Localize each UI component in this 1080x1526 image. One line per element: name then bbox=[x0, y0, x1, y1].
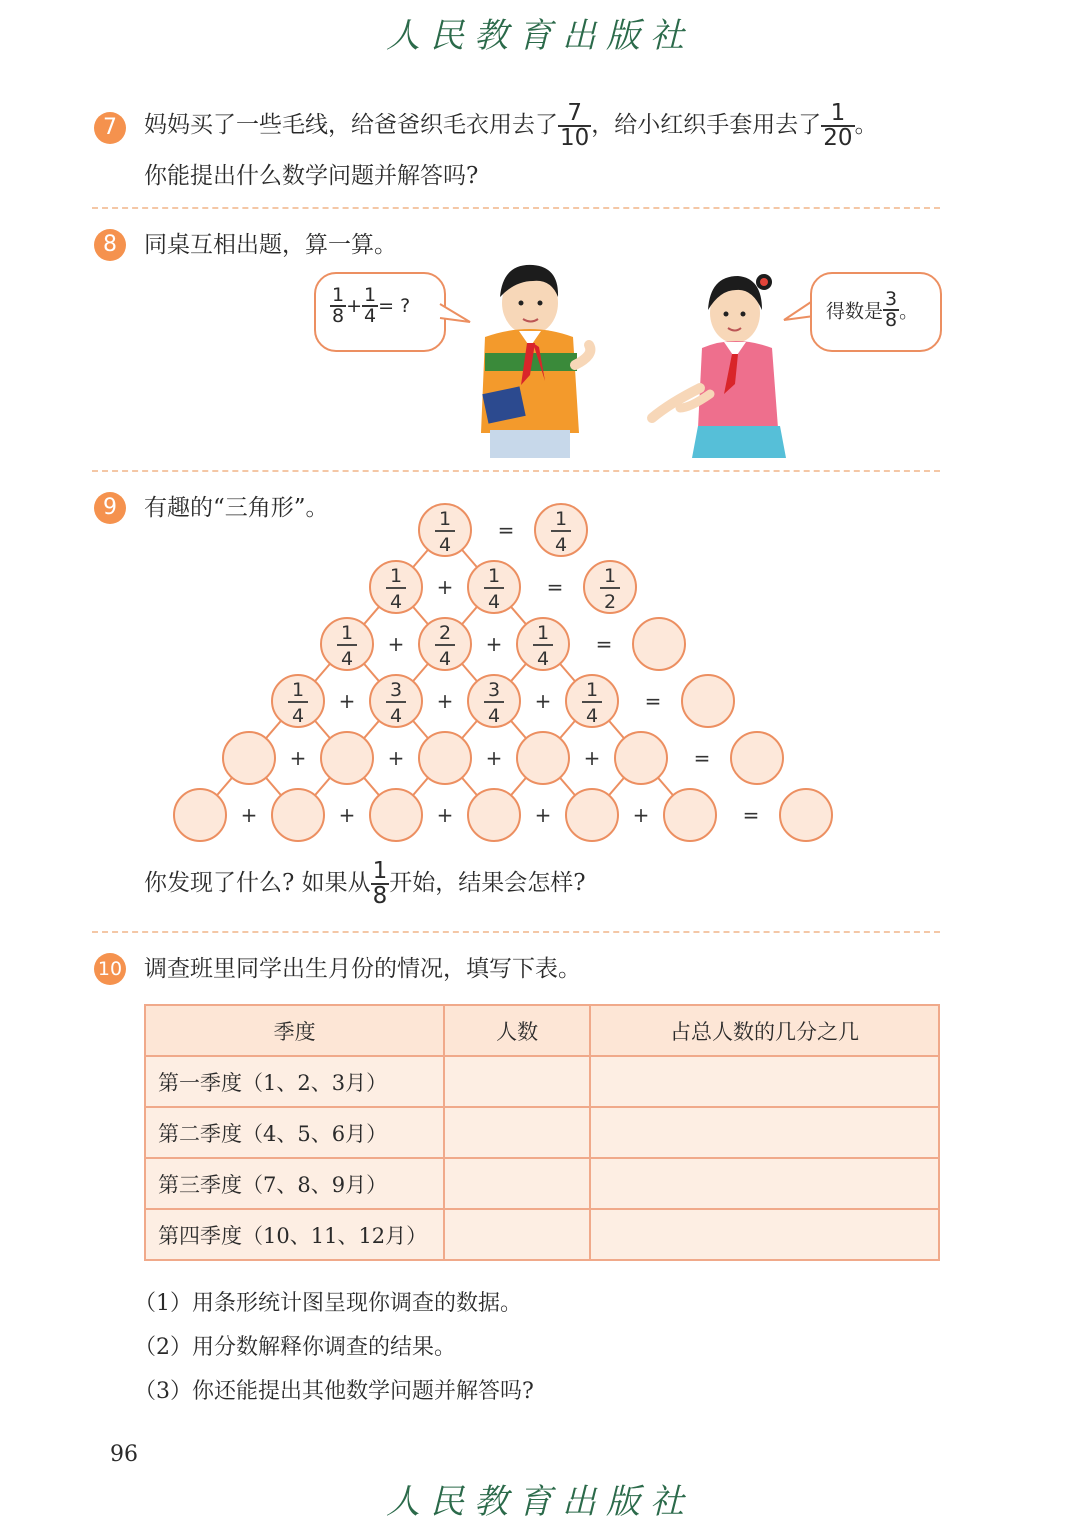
fraction-denominator: 4 bbox=[554, 534, 568, 556]
plus-sign: + bbox=[632, 803, 650, 827]
result-circle bbox=[731, 732, 783, 784]
result-circle bbox=[682, 675, 734, 727]
plus-sign: + bbox=[583, 746, 601, 770]
fraction-numerator: 1 bbox=[438, 508, 452, 530]
fraction-denominator: 4 bbox=[438, 648, 452, 670]
bubble-fraction-3-8: $\frac{3}{8}$ bbox=[885, 288, 898, 331]
equals-sign: = bbox=[497, 518, 515, 542]
page-number: 96 bbox=[110, 1442, 138, 1467]
table-cell-quarter: 第二季度（4、5、6月） bbox=[145, 1107, 444, 1158]
fraction-denominator: 4 bbox=[340, 648, 354, 670]
problem-7-text-a: 妈妈买了一些毛线，给爸爸织毛衣用去了 bbox=[144, 112, 558, 138]
equals-sign: = bbox=[693, 746, 711, 770]
bubble-fraction-1-8: $\frac{1}{8}$ bbox=[332, 284, 345, 327]
boy-speech-bubble bbox=[314, 272, 446, 352]
triangle-circle bbox=[419, 732, 471, 784]
sub-question-3: （3）你还能提出其他数学问题并解答吗? bbox=[134, 1379, 534, 1404]
table-cell-count[interactable] bbox=[444, 1056, 590, 1107]
table-header: 人数 bbox=[444, 1005, 590, 1056]
table-cell-quarter: 第三季度（7、8、9月） bbox=[145, 1158, 444, 1209]
fraction-numerator: 1 bbox=[340, 622, 354, 644]
table-header-row bbox=[145, 1005, 939, 1056]
fraction-numerator: 1 bbox=[603, 565, 617, 587]
triangle-circle bbox=[321, 732, 373, 784]
bubble-period: 。 bbox=[899, 300, 919, 323]
separator bbox=[92, 207, 940, 209]
table-cell-quarter: 第一季度（1、2、3月） bbox=[145, 1056, 444, 1107]
plus-sign: + bbox=[485, 632, 503, 656]
fraction-numerator: 3 bbox=[389, 679, 403, 701]
sub-question-2: （2）用分数解释你调查的结果。 bbox=[134, 1335, 456, 1360]
problem-8-number: 8 bbox=[94, 229, 126, 261]
plus-sign: + bbox=[338, 689, 356, 713]
equals-sign: = bbox=[742, 803, 760, 827]
bubble-fraction-1-4: $\frac{1}{4}$ bbox=[364, 284, 377, 327]
plus-sign: + bbox=[387, 746, 405, 770]
table-cell-count[interactable] bbox=[444, 1158, 590, 1209]
problem-7-text-b: ，给小红织手套用去了 bbox=[591, 112, 822, 138]
girl-speech-bubble bbox=[810, 272, 942, 352]
plus-sign: + bbox=[534, 803, 552, 827]
table-row bbox=[145, 1209, 939, 1260]
triangle-circle bbox=[566, 789, 618, 841]
table-row bbox=[145, 1158, 939, 1209]
triangle-circle bbox=[468, 789, 520, 841]
separator bbox=[92, 931, 940, 933]
problem-7-number: 7 bbox=[94, 112, 126, 144]
plus-sign: + bbox=[485, 746, 503, 770]
problem-7-line2: 你能提出什么数学问题并解答吗? bbox=[144, 163, 479, 189]
problem-7-line1 bbox=[144, 102, 878, 150]
sub-question-1: （1）用条形统计图呈现你调查的数据。 bbox=[134, 1291, 522, 1316]
problem-9-question-b: 开始，结果会怎样? bbox=[389, 870, 586, 896]
table-header: 占总人数的几分之几 bbox=[590, 1005, 939, 1056]
table-cell-fraction[interactable] bbox=[590, 1056, 939, 1107]
plus-sign: + bbox=[240, 803, 258, 827]
fraction-1-20: $\frac{1}{20}$ bbox=[823, 100, 853, 151]
fraction-numerator: 1 bbox=[291, 679, 305, 701]
boy-illustration bbox=[455, 255, 605, 460]
result-circle bbox=[633, 618, 685, 670]
triangle-circle bbox=[174, 789, 226, 841]
fraction-denominator: 4 bbox=[536, 648, 550, 670]
fraction-numerator: 1 bbox=[554, 508, 568, 530]
table-cell-quarter: 第四季度（10、11、12月） bbox=[145, 1209, 444, 1260]
fraction-numerator: 3 bbox=[487, 679, 501, 701]
publisher-logo-top: 人民教育出版社 bbox=[386, 16, 694, 56]
table-cell-fraction[interactable] bbox=[590, 1158, 939, 1209]
plus-sign: + bbox=[534, 689, 552, 713]
fraction-denominator: 4 bbox=[389, 705, 403, 727]
equals-sign: = bbox=[595, 632, 613, 656]
table-cell-fraction[interactable] bbox=[590, 1107, 939, 1158]
triangle-circle bbox=[370, 789, 422, 841]
bubble-result-label: 得数是 bbox=[826, 300, 884, 323]
fraction-denominator: 4 bbox=[487, 591, 501, 613]
table-cell-count[interactable] bbox=[444, 1107, 590, 1158]
plus-sign: + bbox=[338, 803, 356, 827]
fraction-numerator: 1 bbox=[536, 622, 550, 644]
table-cell-fraction[interactable] bbox=[590, 1209, 939, 1260]
equals-sign: = bbox=[644, 689, 662, 713]
plus-sign: + bbox=[436, 575, 454, 599]
table-row bbox=[145, 1056, 939, 1107]
fraction-7-10: $\frac{7}{10}$ bbox=[560, 100, 590, 151]
problem-9-number: 9 bbox=[94, 492, 126, 524]
problem-7-text-c: 。 bbox=[854, 112, 878, 138]
fraction-denominator: 4 bbox=[585, 705, 599, 727]
fraction-numerator: 1 bbox=[487, 565, 501, 587]
table-row bbox=[145, 1107, 939, 1158]
plus-sign: + bbox=[387, 632, 405, 656]
fraction-denominator: 4 bbox=[487, 705, 501, 727]
triangle-circle bbox=[615, 732, 667, 784]
problem-10-number: 10 bbox=[94, 953, 126, 985]
table-header: 季度 bbox=[145, 1005, 444, 1056]
table-cell-count[interactable] bbox=[444, 1209, 590, 1260]
fraction-denominator: 4 bbox=[291, 705, 305, 727]
fraction-numerator: 2 bbox=[438, 622, 452, 644]
fraction-numerator: 1 bbox=[585, 679, 599, 701]
problem-9-text: 有趣的“三角形”。 bbox=[144, 495, 329, 521]
separator bbox=[92, 470, 940, 472]
problem-8-text: 同桌互相出题，算一算。 bbox=[144, 232, 397, 258]
triangle-circle bbox=[664, 789, 716, 841]
fraction-denominator: 4 bbox=[438, 534, 452, 556]
triangle-circle bbox=[517, 732, 569, 784]
problem-9-question-a: 你发现了什么? 如果从 bbox=[144, 870, 371, 896]
triangle-circle bbox=[272, 789, 324, 841]
fraction-denominator: 2 bbox=[603, 591, 617, 613]
plus-sign: + bbox=[289, 746, 307, 770]
plus-sign: + bbox=[436, 689, 454, 713]
result-circle bbox=[780, 789, 832, 841]
triangle-circle bbox=[223, 732, 275, 784]
girl-illustration bbox=[640, 268, 790, 460]
problem-9-question bbox=[144, 860, 586, 908]
bubble-equals-question: = ? bbox=[378, 295, 411, 317]
fraction-denominator: 4 bbox=[389, 591, 403, 613]
bubble-plus: + bbox=[346, 295, 363, 317]
publisher-logo-bottom: 人民教育出版社 bbox=[386, 1482, 694, 1522]
birth-month-table bbox=[144, 1004, 940, 1261]
problem-10-text: 调查班里同学出生月份的情况，填写下表。 bbox=[144, 956, 581, 982]
fraction-triangle bbox=[0, 490, 1080, 850]
question-fraction-1-8: $\frac{1}{8}$ bbox=[372, 858, 388, 909]
plus-sign: + bbox=[436, 803, 454, 827]
fraction-numerator: 1 bbox=[389, 565, 403, 587]
equals-sign: = bbox=[546, 575, 564, 599]
